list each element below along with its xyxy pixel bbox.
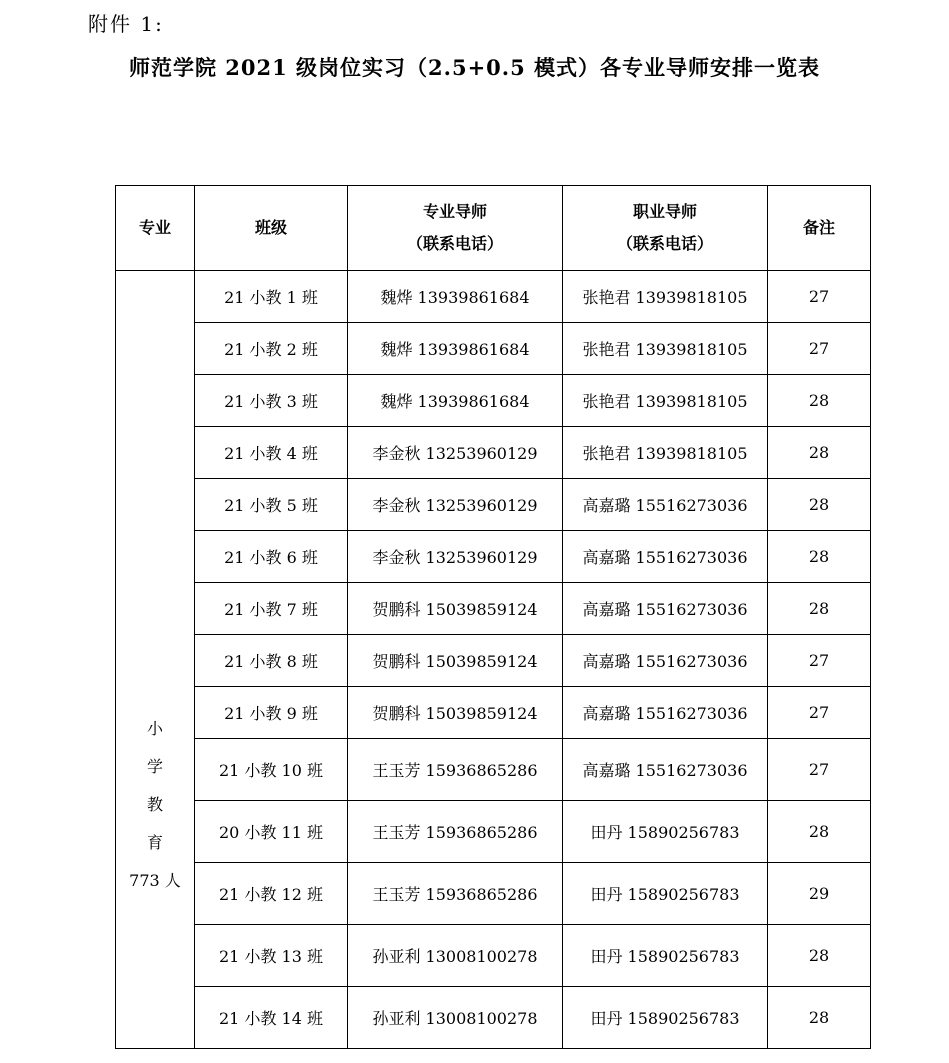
table-row: [116, 531, 871, 583]
header-career-mentor-title: 职业导师: [632, 202, 697, 221]
remark-cell: 27: [768, 687, 871, 739]
remark-cell: 27: [768, 271, 871, 323]
header-career-mentor: [563, 186, 768, 271]
prof-mentor-cell: 贺鹏科 15039859124: [348, 687, 563, 739]
career-mentor-cell: 高嘉璐 15516273036: [563, 635, 768, 687]
prof-mentor-cell: 魏烨 13939861684: [348, 375, 563, 427]
table-header-row: [116, 186, 871, 271]
header-class: 班级: [195, 186, 348, 271]
table-row: [116, 375, 871, 427]
prof-mentor-cell: 孙亚利 13008100278: [348, 925, 563, 987]
mentor-table: [115, 185, 871, 1049]
prof-mentor-cell: 魏烨 13939861684: [348, 271, 563, 323]
prof-mentor-cell: 贺鹏科 15039859124: [348, 635, 563, 687]
table-row: [116, 323, 871, 375]
header-major: 专业: [116, 186, 195, 271]
major-text-line: 小: [146, 718, 163, 738]
prof-mentor-cell: 魏烨 13939861684: [348, 323, 563, 375]
prof-mentor-cell: 孙亚利 13008100278: [348, 987, 563, 1049]
career-mentor-cell: 田丹 15890256783: [563, 925, 768, 987]
table-row: [116, 271, 871, 323]
career-mentor-cell: 张艳君 13939818105: [563, 375, 768, 427]
table-row: [116, 739, 871, 801]
remark-cell: 28: [768, 925, 871, 987]
major-text-line: 育: [146, 832, 163, 852]
remark-cell: 27: [768, 323, 871, 375]
remark-cell: 28: [768, 479, 871, 531]
career-mentor-cell: 田丹 15890256783: [563, 863, 768, 925]
remark-cell: 28: [768, 375, 871, 427]
header-prof-mentor-sub: （联系电话）: [406, 234, 503, 253]
prof-mentor-cell: 王玉芳 15936865286: [348, 739, 563, 801]
career-mentor-cell: 田丹 15890256783: [563, 801, 768, 863]
prof-mentor-cell: 李金秋 13253960129: [348, 479, 563, 531]
table-row: [116, 863, 871, 925]
table-row: [116, 687, 871, 739]
table-row: [116, 635, 871, 687]
class-cell: 21 小教 8 班: [195, 635, 348, 687]
header-career-mentor-sub: （联系电话）: [616, 234, 713, 253]
prof-mentor-cell: 王玉芳 15936865286: [348, 801, 563, 863]
career-mentor-cell: 高嘉璐 15516273036: [563, 583, 768, 635]
remark-cell: 27: [768, 635, 871, 687]
class-cell: 21 小教 5 班: [195, 479, 348, 531]
major-cell: [116, 271, 195, 1049]
prof-mentor-cell: 李金秋 13253960129: [348, 427, 563, 479]
table-row: [116, 583, 871, 635]
table-row: [116, 987, 871, 1049]
prof-mentor-cell: 王玉芳 15936865286: [348, 863, 563, 925]
attachment-label: 附件 1:: [88, 12, 164, 36]
remark-cell: 28: [768, 531, 871, 583]
header-prof-mentor-title: 专业导师: [422, 202, 487, 221]
header-remark: 备注: [768, 186, 871, 271]
class-cell: 21 小教 1 班: [195, 271, 348, 323]
class-cell: 21 小教 3 班: [195, 375, 348, 427]
career-mentor-cell: 田丹 15890256783: [563, 987, 768, 1049]
class-cell: 21 小教 2 班: [195, 323, 348, 375]
career-mentor-cell: 张艳君 13939818105: [563, 271, 768, 323]
remark-cell: 28: [768, 987, 871, 1049]
remark-cell: 28: [768, 583, 871, 635]
career-mentor-cell: 高嘉璐 15516273036: [563, 479, 768, 531]
class-cell: 20 小教 11 班: [195, 801, 348, 863]
prof-mentor-cell: 贺鹏科 15039859124: [348, 583, 563, 635]
remark-cell: 27: [768, 739, 871, 801]
class-cell: 21 小教 7 班: [195, 583, 348, 635]
remark-cell: 29: [768, 863, 871, 925]
remark-cell: 28: [768, 801, 871, 863]
class-cell: 21 小教 14 班: [195, 987, 348, 1049]
career-mentor-cell: 张艳君 13939818105: [563, 427, 768, 479]
class-cell: 21 小教 13 班: [195, 925, 348, 987]
major-text-line: 773 人: [129, 870, 181, 890]
table-row: [116, 479, 871, 531]
class-cell: 21 小教 6 班: [195, 531, 348, 583]
prof-mentor-cell: 李金秋 13253960129: [348, 531, 563, 583]
class-cell: 21 小教 9 班: [195, 687, 348, 739]
table-row: [116, 925, 871, 987]
career-mentor-cell: 张艳君 13939818105: [563, 323, 768, 375]
major-text-line: 学: [146, 756, 163, 776]
class-cell: 21 小教 12 班: [195, 863, 348, 925]
career-mentor-cell: 高嘉璐 15516273036: [563, 531, 768, 583]
class-cell: 21 小教 10 班: [195, 739, 348, 801]
table-row: [116, 427, 871, 479]
career-mentor-cell: 高嘉璐 15516273036: [563, 739, 768, 801]
major-text-line: 教: [146, 794, 163, 814]
table-row: [116, 801, 871, 863]
document-title: 师范学院 2021 级岗位实习（2.5+0.5 模式）各专业导师安排一览表: [128, 55, 821, 80]
remark-cell: 28: [768, 427, 871, 479]
career-mentor-cell: 高嘉璐 15516273036: [563, 687, 768, 739]
class-cell: 21 小教 4 班: [195, 427, 348, 479]
header-prof-mentor: [348, 186, 563, 271]
